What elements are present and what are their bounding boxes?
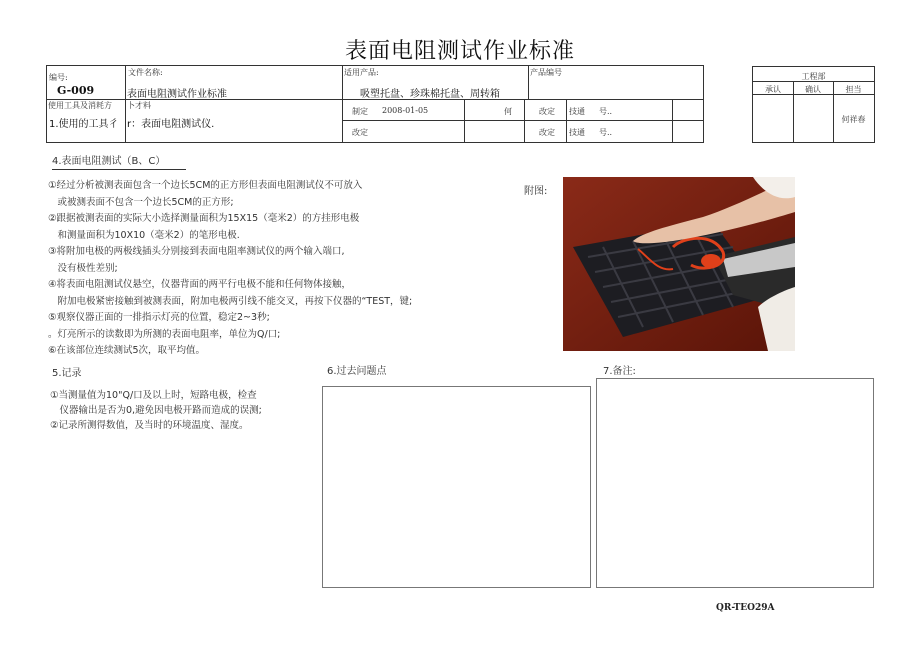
approval-dept: 工程部: [801, 72, 826, 81]
approval-name: 何祥春: [841, 115, 866, 124]
code-value: G-009: [57, 84, 95, 97]
product-code-label: 产品编号: [530, 68, 562, 77]
step-line: ②跟据被测表面的实际大小选择测量面积为15X15（毫米2）的方挂形电极: [48, 213, 360, 224]
tools-value: 1.使用的工具彳: [49, 119, 119, 130]
approval-col-confirm: 确认: [805, 85, 821, 94]
made-label: 制定: [352, 107, 368, 116]
modify-label-1: 改定: [539, 107, 555, 116]
approval-col-owner: 担当: [845, 85, 862, 94]
filename-label: 文件名称:: [128, 68, 163, 77]
step-line: ⑥在该部位连续测试5次，取平均值。: [48, 345, 206, 356]
code-label: 编号:: [49, 73, 68, 82]
header-table: [46, 65, 704, 143]
tech-label-2: 技通: [569, 128, 585, 137]
step-line: 和测量面积为10X10（毫米2）的笔形电极.: [48, 229, 240, 241]
form-code: QR-TEO29A: [716, 603, 775, 613]
section7-heading: 7.备注:: [603, 366, 636, 377]
he-char: 何: [504, 107, 512, 116]
step-line: ⑤观察仪器正面的一排指示灯亮的位置，稳定2~3秒;: [48, 312, 270, 323]
remarks-box: [596, 378, 874, 588]
step-line: 或被测表面不包含一个边长5CM的正方形;: [48, 196, 234, 208]
no-label-2: 号..: [599, 128, 613, 137]
section5-heading: 5.记录: [52, 368, 82, 379]
section5-lines: [50, 387, 262, 432]
photo-illustration: [563, 177, 795, 351]
measurement-photo: [563, 177, 795, 351]
record-line: 仪器输出是否为0,避免因电极开路而造成的误测;: [50, 405, 262, 416]
section6-heading: 6.过去问题点: [327, 366, 387, 377]
record-line: ①当测量值为10"Q/口及以上时，短路电极，检查: [50, 390, 257, 401]
past-issues-box: [322, 386, 591, 588]
tech-label-1: 技通: [569, 107, 585, 116]
apply-value: 吸塑托盘、珍珠棉托盘、周转箱: [360, 89, 500, 100]
section4-steps: [48, 177, 412, 359]
step-line: 附加电极紧密接触到被测表面，附加电极两引线不能交叉，再按下仪器的“TEST，键;: [48, 295, 413, 307]
section4-heading: 4.表面电阻测试（B、C）: [52, 152, 186, 170]
record-line: ②记录所测得数值，及当时的环境温度、湿度。: [50, 420, 249, 431]
filename-value: 表面电阻测试作业标准: [127, 89, 227, 100]
apply-label: 适用产品:: [344, 68, 379, 77]
tools-label: 使用工具及消耗方: [48, 101, 112, 110]
material-value: r：表面电阻测试仪.: [127, 119, 215, 130]
material-label: 卜才料: [127, 101, 151, 110]
approval-table: [752, 66, 875, 143]
page-title: 表面电阻测试作业标准: [344, 39, 575, 64]
step-line: 没有极性差别;: [48, 262, 118, 274]
step-line: 。灯亮所示的读数即为所测的表面电阻率，单位为Q/口;: [48, 328, 281, 340]
made-date: 2008-01-05: [382, 106, 429, 115]
modify-label-3: 改定: [539, 128, 555, 137]
modify-label-2: 改定: [352, 128, 368, 137]
step-line: ③将附加电极的两极线插头分别接到表面电阻率测试仪的两个输入端口,: [48, 246, 345, 257]
approval-col-approve: 承认: [765, 85, 781, 94]
figure-label: 附图:: [524, 186, 548, 197]
no-label-1: 号..: [599, 107, 613, 116]
step-line: ①经过分析被测表面包含一个边长5CM的正方形但表面电阻测试仪不可放入: [48, 180, 363, 191]
step-line: ④将表面电阻测试仪悬空，仪器背面的两平行电极不能和任何物体接触，: [48, 279, 352, 290]
